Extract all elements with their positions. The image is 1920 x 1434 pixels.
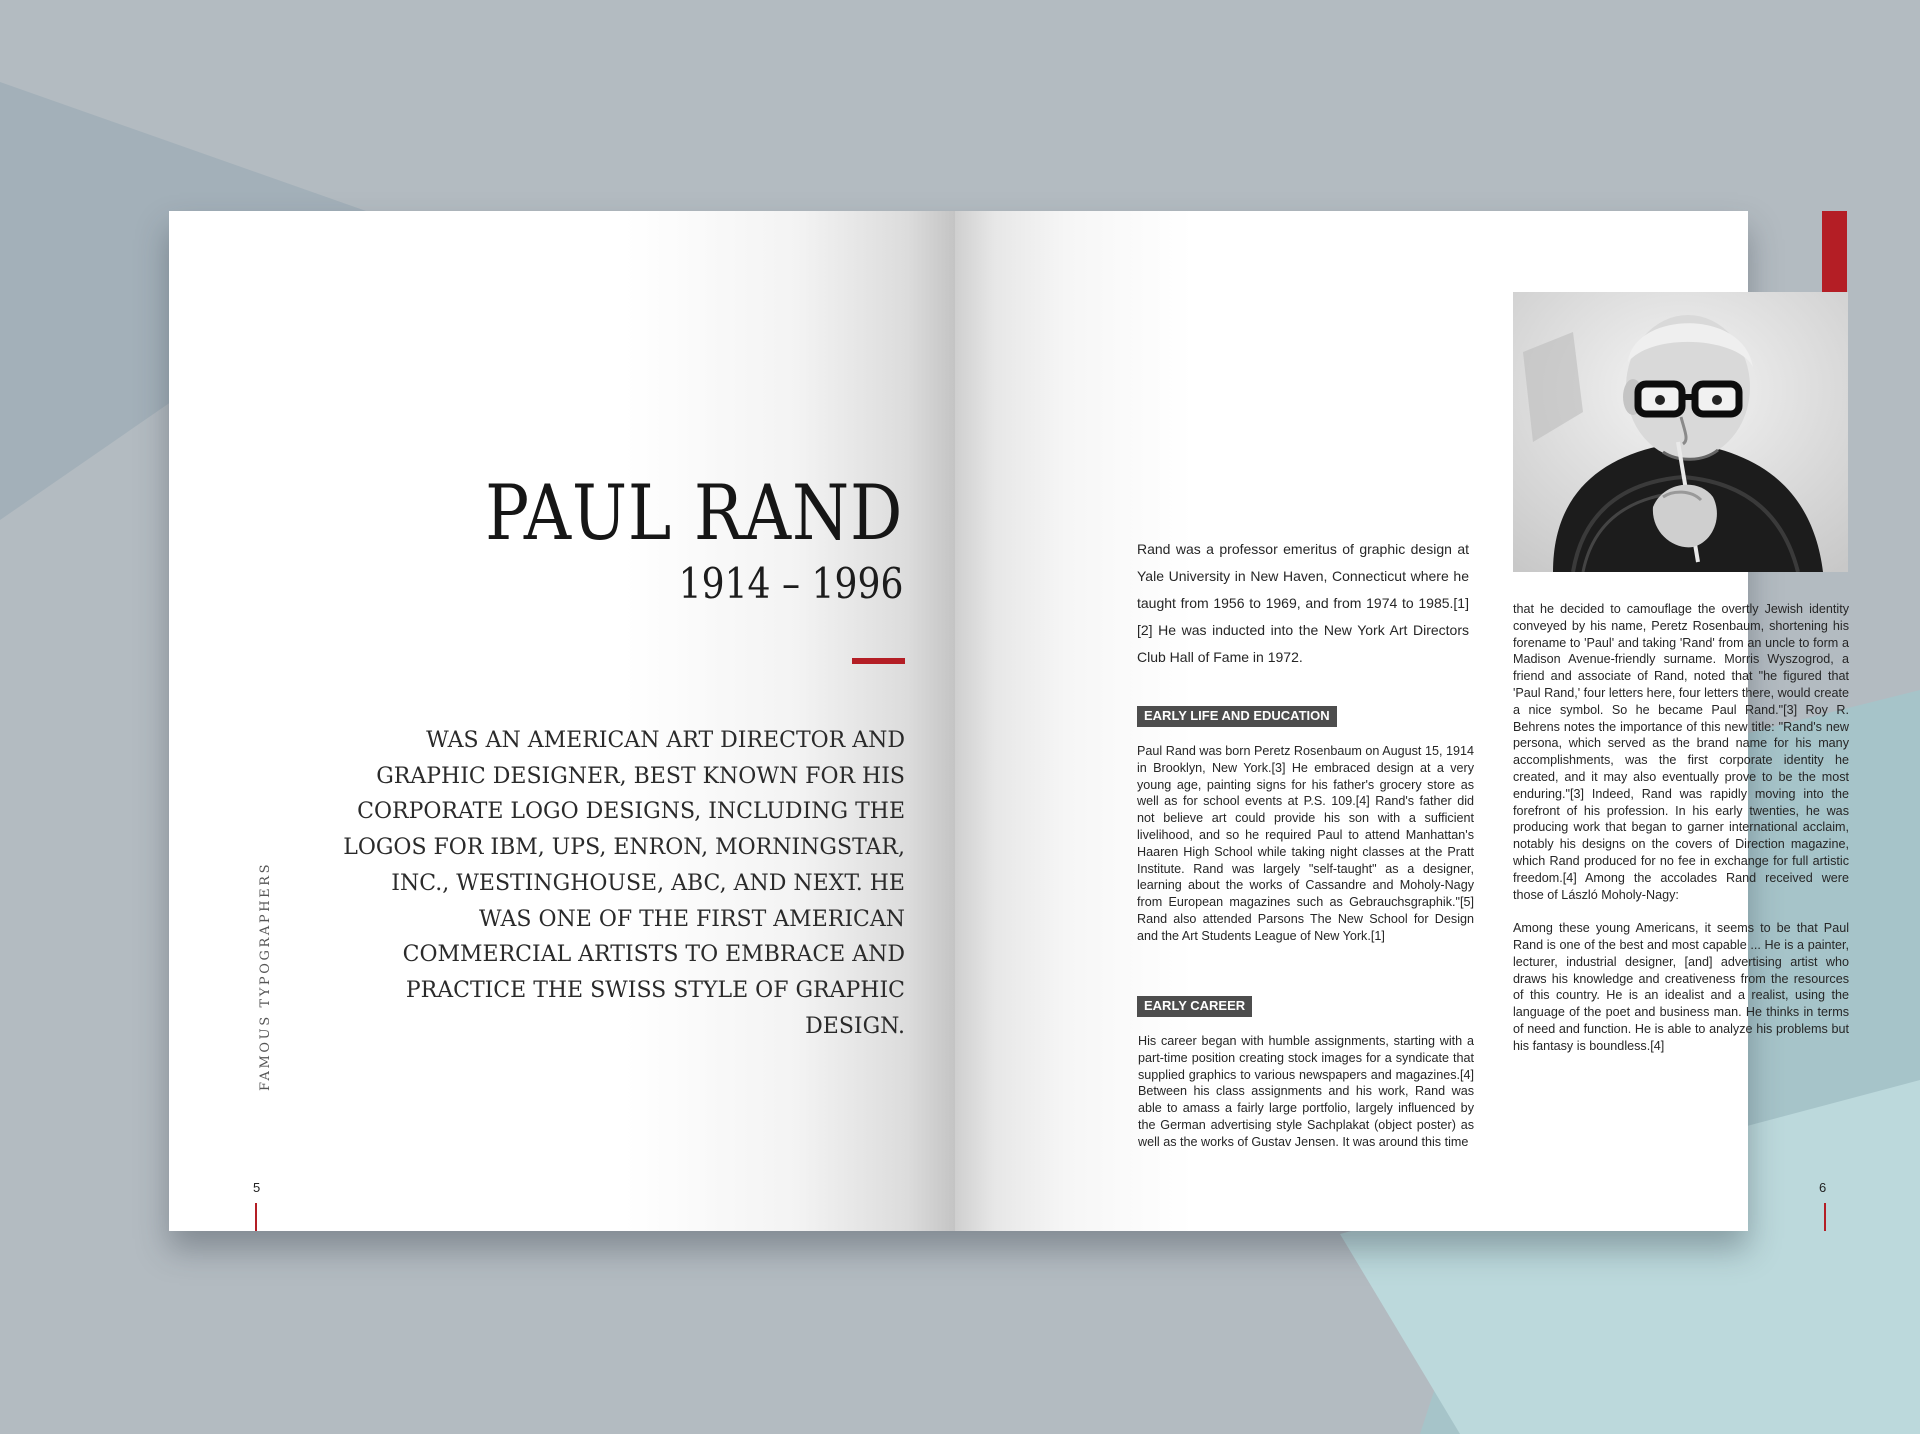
lead-paragraph-text: Rand was a professor emeritus of graphic design at Yale University in New Haven, Connecticut where he taught from 1956 to 1969, and from 1974 to 1985.[1][2] He was inducted into the New York Art Directors Club Hall of Fame in 1972. <box>1137 541 1469 665</box>
page-tick-right <box>1824 1203 1826 1231</box>
second-column <box>1513 601 1849 1055</box>
section-side-label: FAMOUS TYPOGRAPHERS <box>258 861 273 1091</box>
life-years: 1914 – 1996 <box>678 559 903 608</box>
early-career-text: His career began with humble assignments, starting with a part-time position creating stock images for a syndicate that supplied graphics to various newspapers and magazines.[4] Between his class assignments and his work, Rand was able to amass a fairly large portfolio, largely influenced by the German advertising style Sachplakat (object poster) as well as the works of Gustav Jensen. It was around this time <box>1138 1034 1474 1149</box>
section-label-early-life: EARLY LIFE AND EDUCATION <box>1137 706 1337 727</box>
lead-paragraph <box>1137 536 1469 671</box>
page-number-right: 6 <box>1819 1180 1827 1195</box>
continuation-text: that he decided to camouflage the overtly Jewish identity conveyed by his name, Peretz Rosenbaum, shortening his forename to 'Paul' and taking 'Rand' from an uncle to form a Madison Avenue-friendly surname. Morris Wyszogrod, a friend and associate of Rand, noted that "he figured that 'Paul Rand,' four letters here, four letters there, would create a nice symbol. So he became Paul Rand."[3] Roy R. Behrens notes the importance of this new title: "Rand's new persona, which served as the brand name for his many accomplishments, was the first corporate identity he created, and it may also eventually prove to be the most enduring."[3] Indeed, Rand was rapidly moving into the forefront of his profession. In his early twenties, he was producing work that began to garner international acclaim, notably his designs on the covers of Direction magazine, which Rand produced for no fee in exchange for full artistic freedom.[4] Among the accolades Rand received were those of László Moholy-Nagy: <box>1513 602 1849 902</box>
section-body-early-life <box>1137 743 1474 945</box>
page-title: PAUL RAND <box>484 468 903 557</box>
red-divider <box>852 658 905 664</box>
page-number-left: 5 <box>253 1180 261 1195</box>
moholy-nagy-quote: Among these young Americans, it seems to be that Paul Rand is one of the best and most capable ... He is a painter, lecturer, industrial designer, [and] advertising artist who draws his knowledge and creativeness from the resources of this country. He is an idealist and a realist, using the language of the poet and business man. He thinks in terms of need and function. He is able to analyze his problems but his fantasy is boundless.[4] <box>1513 921 1849 1053</box>
early-life-text: Paul Rand was born Peretz Rosenbaum on August 15, 1914 in Brooklyn, New York.[3] He embraced design at a very young age, painting signs for his father's grocery store as well as for school events at P.S. 109.[4] Rand's father did not believe art could provide his son with a sufficient livelihood, and so he required Paul to attend Manhattan's Haaren High School while taking night classes at the Pratt Institute. Rand was largely "self-taught" as a designer, learning about the works of Cassandre and Moholy-Nagy from European magazines such as Gebrauchsgraphik."[5] Rand also attended Parsons The New School for Design and the Art Students League of New York.[1] <box>1137 744 1474 943</box>
section-label-early-career: EARLY CAREER <box>1137 996 1252 1017</box>
left-page <box>169 211 955 1231</box>
right-page <box>955 211 1849 1231</box>
page-tick-left <box>255 1203 257 1231</box>
section-body-early-career <box>1138 1033 1474 1151</box>
portrait-photo <box>1513 292 1848 572</box>
intro-statement: WAS AN AMERICAN ART DIRECTOR AND GRAPHIC DESIGNER, BEST KNOWN FOR HIS CORPORATE LOGO DESIGNS, INCLUDING THE LOGOS FOR IBM, UPS, ENRON, MORNINGSTAR, INC., WESTINGHOUSE, ABC, AND NEXT. HE WAS ONE OF THE FIRST AMERICAN COMMERCIAL ARTISTS TO EMBRACE AND PRACTICE THE SWISS STYLE OF GRAPHIC DESIGN. <box>343 728 905 1039</box>
magazine-spread <box>169 211 1849 1231</box>
